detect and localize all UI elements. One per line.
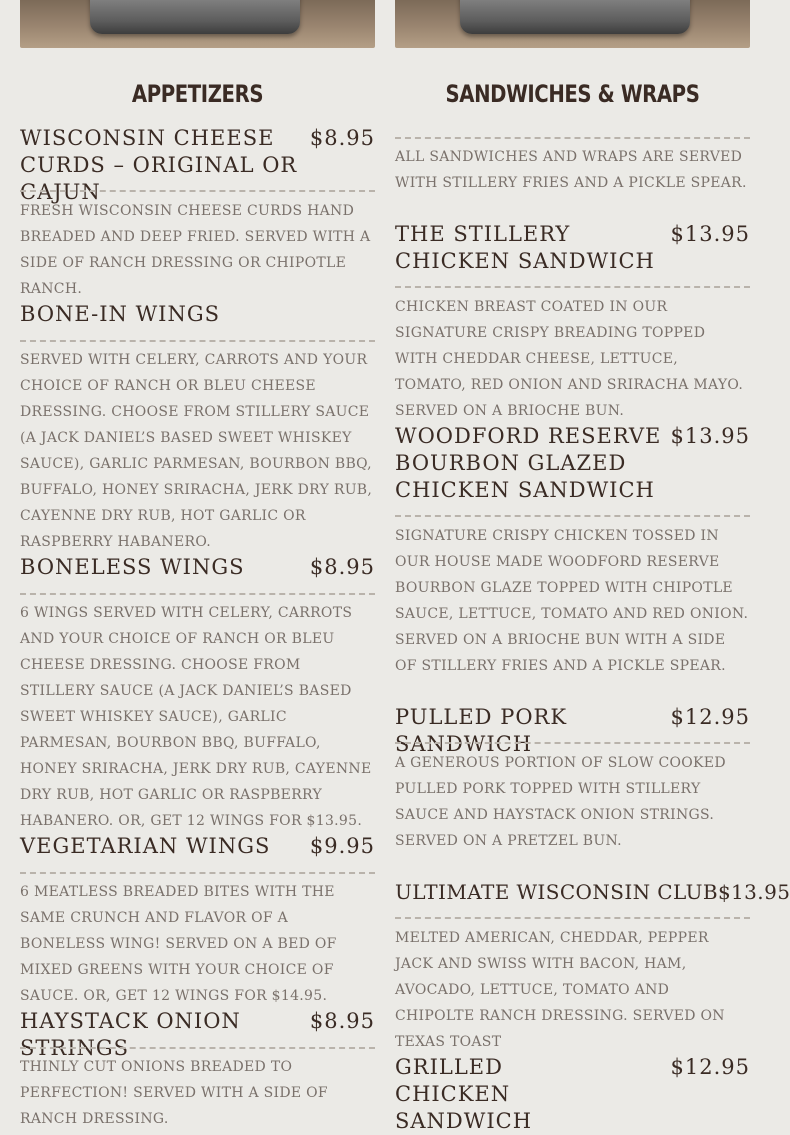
item-name: ULTIMATE WISCONSIN CLUB bbox=[395, 880, 718, 904]
menu-item bbox=[395, 423, 750, 504]
divider bbox=[20, 872, 375, 874]
menu-item bbox=[20, 554, 375, 581]
item-price: $8.95 bbox=[309, 126, 375, 150]
divider bbox=[20, 593, 375, 595]
item-name: BONE-IN WINGS bbox=[20, 302, 220, 326]
menu-item bbox=[20, 301, 375, 328]
item-price: $13.95 bbox=[670, 222, 750, 246]
menu-item bbox=[395, 1054, 750, 1135]
item-description: THINLY CUT ONIONS BREADED TO PERFECTION! SERVED WITH A SIDE OF RANCH DRESSING. bbox=[20, 1059, 328, 1127]
menu-item bbox=[395, 879, 790, 906]
section-title-sandwiches: SANDWICHES & WRAPS bbox=[445, 80, 700, 108]
item-price: $12.95 bbox=[670, 705, 750, 729]
item-description: SIGNATURE CRISPY CHICKEN TOSSED IN OUR HOUSE MADE WOODFORD RESERVE BOURBON GLAZE TOPPED WITH CHIPOTLE SAUCE, LETTUCE, TOMATO AND RED ONION. SERVED ON A BRIOCHE BUN WITH A SIDE OF STILLERY FRIES AND A PICKLE SPEAR. bbox=[395, 528, 749, 674]
item-name: WOODFORD RESERVE BOURBON GLAZED CHICKEN SANDWICH bbox=[395, 424, 662, 502]
item-description: SERVED WITH CELERY, CARROTS AND YOUR CHOICE OF RANCH OR BLEU CHEESE DRESSING. CHOOSE FROM STILLERY SAUCE (A JACK DANIEL’S BASED SWEET WHISKEY SAUCE), GARLIC PARMESAN, BOURBON BBQ, BUFFALO, HONEY SRIRACHA, JERK DRY RUB, CAYENNE DRY RUB, HOT GARLIC OR RASPBERRY HABANERO. bbox=[20, 352, 373, 550]
item-name: VEGETARIAN WINGS bbox=[20, 834, 271, 858]
item-name: HAYSTACK ONION STRINGS bbox=[20, 1009, 241, 1060]
item-name: BONELESS WINGS bbox=[20, 555, 245, 579]
divider bbox=[20, 340, 375, 342]
divider bbox=[395, 286, 750, 288]
item-description: MELTED AMERICAN, CHEDDAR, PEPPER JACK AND SWISS WITH BACON, HAM, AVOCADO, LETTUCE, TOMATO AND CHIPOLTE RANCH DRESSING. SERVED ON TEXAS TOAST bbox=[395, 930, 725, 1050]
appetizer-photo bbox=[20, 0, 375, 48]
item-name: THE STILLERY CHICKEN SANDWICH bbox=[395, 222, 655, 273]
divider bbox=[395, 515, 750, 517]
menu-item bbox=[20, 833, 375, 860]
menu-item bbox=[20, 125, 375, 206]
item-price: $9.95 bbox=[309, 834, 375, 858]
divider bbox=[20, 1047, 375, 1049]
item-price: $13.95 bbox=[670, 424, 750, 448]
section-title-appetizers: APPETIZERS bbox=[131, 80, 264, 108]
section-note: ALL SANDWICHES AND WRAPS ARE SERVED WITH STILLERY FRIES AND A PICKLE SPEAR. bbox=[395, 149, 747, 191]
item-description: FRESH WISCONSIN CHEESE CURDS HAND BREADED AND DEEP FRIED. SERVED WITH A SIDE OF RANCH DRESSING OR CHIPOTLE RANCH. bbox=[20, 203, 371, 297]
divider bbox=[20, 190, 375, 192]
item-price: $8.95 bbox=[309, 555, 375, 579]
divider bbox=[395, 742, 750, 744]
item-price: $13.95 bbox=[717, 880, 790, 904]
sandwich-photo bbox=[395, 0, 750, 48]
divider bbox=[395, 137, 750, 139]
item-description: CHICKEN BREAST COATED IN OUR SIGNATURE CRISPY BREADING TOPPED WITH CHEDDAR CHEESE, LETTUCE, TOMATO, RED ONION AND SRIRACHA MAYO. SERVED ON A BRIOCHE BUN. bbox=[395, 299, 744, 419]
item-name: PULLED PORK SANDWICH bbox=[395, 705, 568, 756]
item-price: $8.95 bbox=[309, 1009, 375, 1033]
menu-item bbox=[395, 221, 750, 275]
item-name: WISCONSIN CHEESE CURDS – ORIGINAL OR CAJUN bbox=[20, 126, 298, 204]
item-description: A GENEROUS PORTION OF SLOW COOKED PULLED PORK TOPPED WITH STILLERY SAUCE AND HAYSTACK ONION STRINGS. SERVED ON A PRETZEL BUN. bbox=[395, 755, 726, 849]
item-description: 6 MEATLESS BREADED BITES WITH THE SAME CRUNCH AND FLAVOR OF A BONELESS WING! SERVED ON A BED OF MIXED GREENS WITH YOUR CHOICE OF SAUCE. OR, GET 12 WINGS FOR $14.95. bbox=[20, 884, 337, 1004]
divider bbox=[395, 917, 750, 919]
item-price: $12.95 bbox=[670, 1055, 750, 1079]
item-name: GRILLED CHICKEN SANDWICH bbox=[395, 1055, 533, 1133]
item-description: 6 WINGS SERVED WITH CELERY, CARROTS AND YOUR CHOICE OF RANCH OR BLEU CHEESE DRESSING. CHOOSE FROM STILLERY SAUCE (A JACK DANIEL’S BASED SWEET WHISKEY SAUCE), GARLIC PARMESAN, BOURBON BBQ, BUFFALO, HONEY SRIRACHA, JERK DRY RUB, CAYENNE DRY RUB, HOT GARLIC OR RASPBERRY HABANERO. OR, GET 12 WINGS FOR $13.95. bbox=[20, 605, 372, 829]
